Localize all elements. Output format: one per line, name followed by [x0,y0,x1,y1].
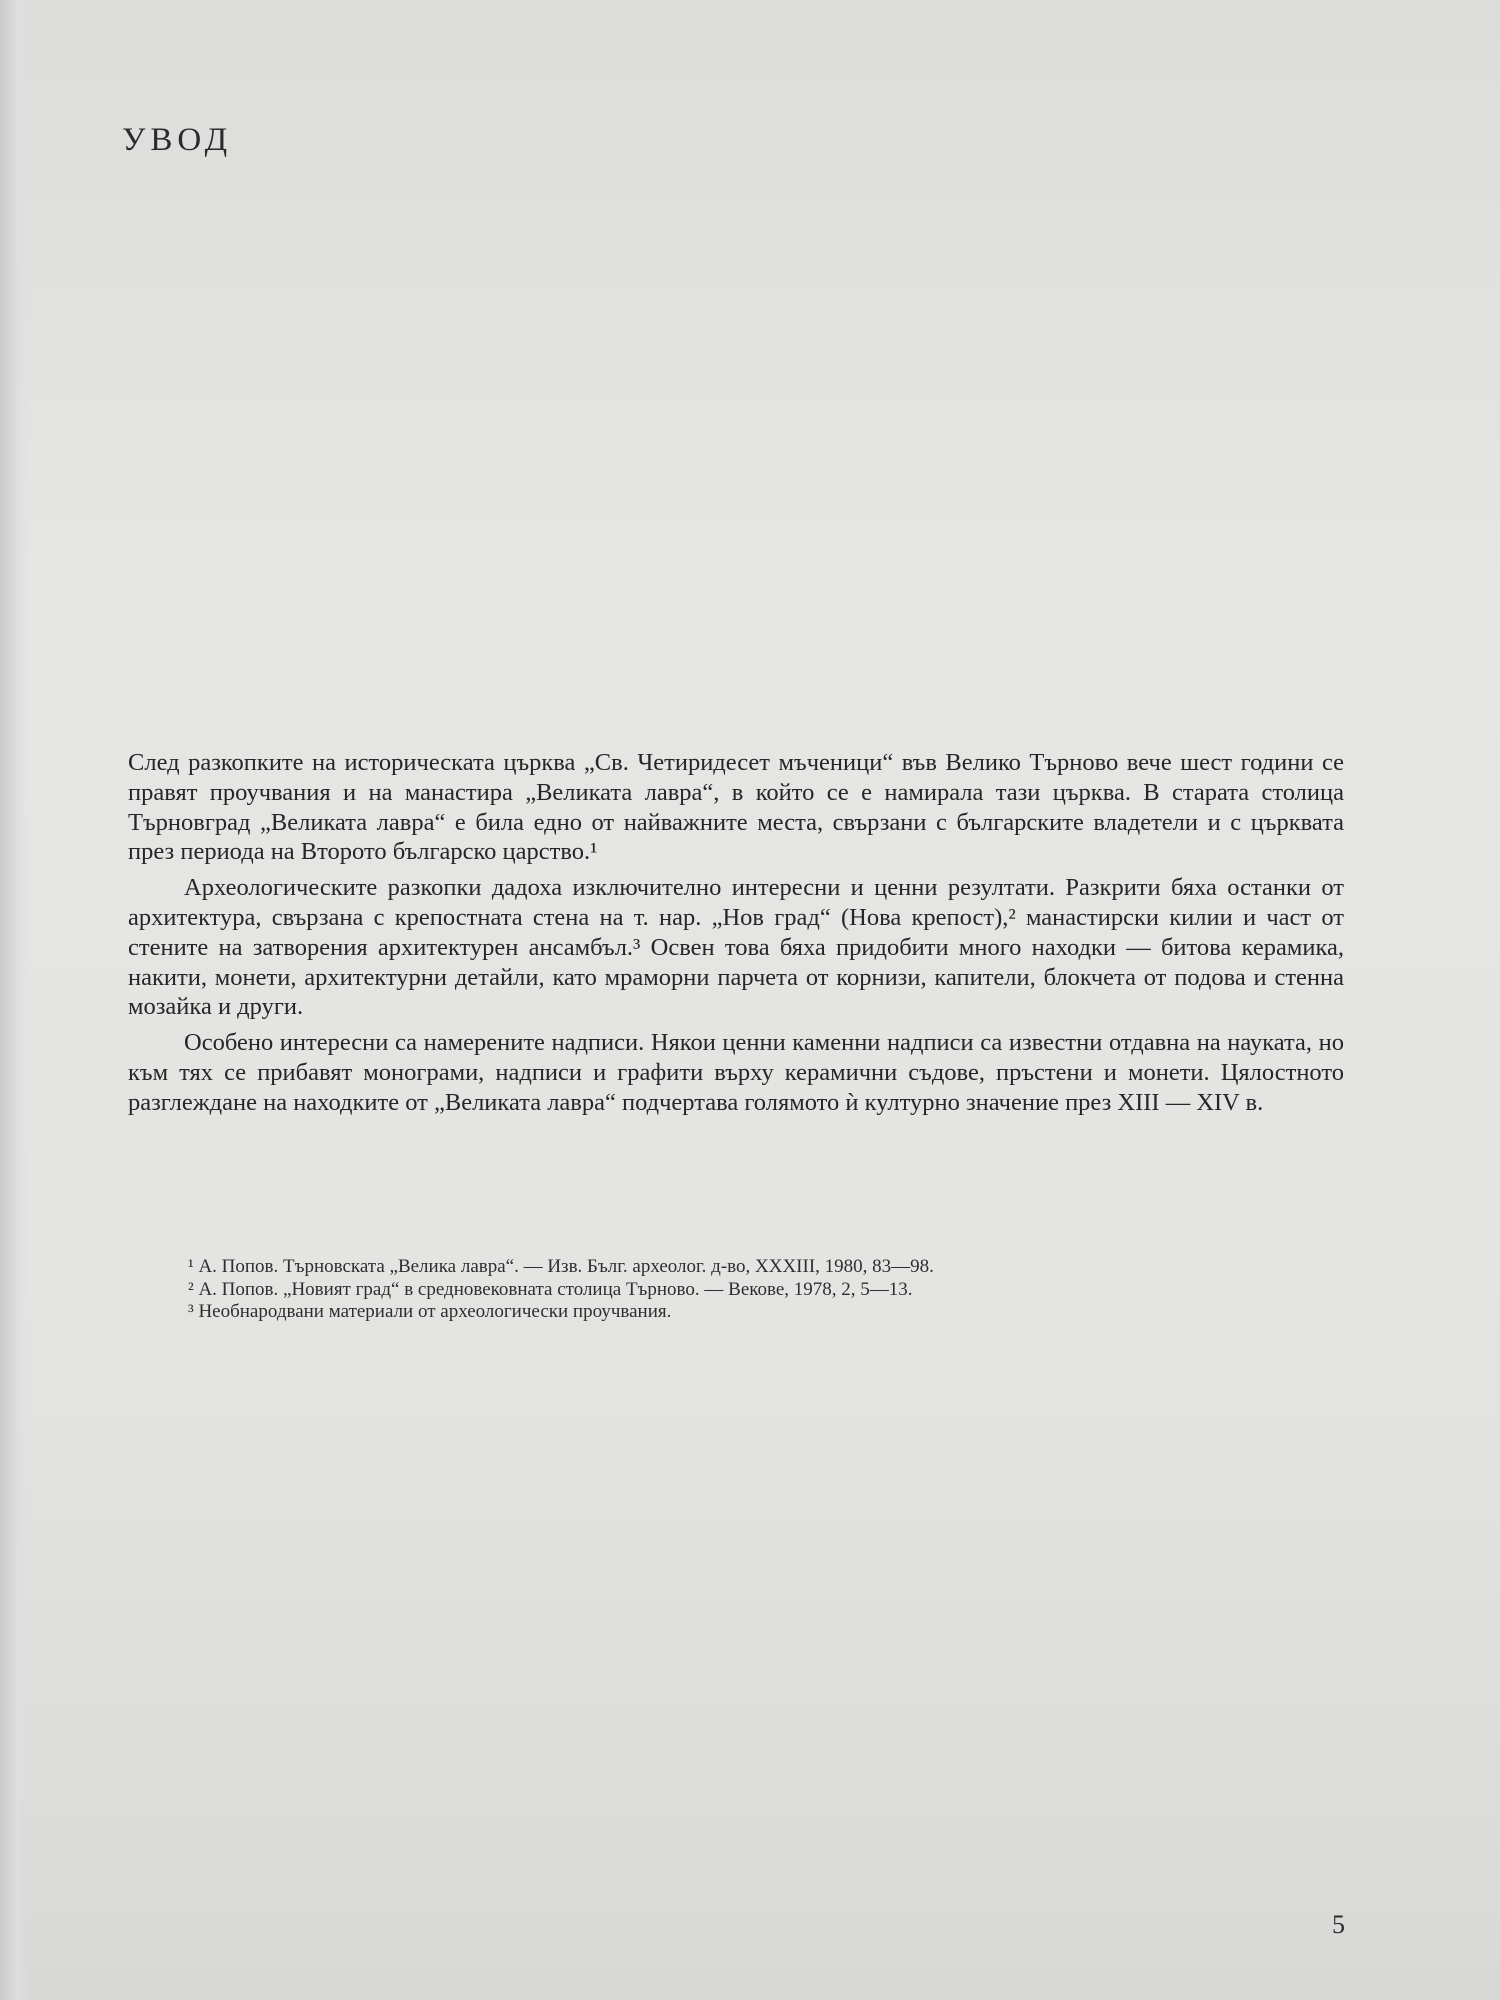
footnote-2: ² А. Попов. „Новият град“ в средновековната столица Търново. — Векове, 1978, 2, 5—13. [188,1278,913,1300]
paragraph-3: Особено интересни са намерените надписи. Някои ценни каменни надписи са известни отдавна на науката, но към тях се прибавят монограми, надписи и графити върху керамични съдове, пръстени и монети. Цялостното разглеждане на находките от „Великата лавра“ подчертава голямото ѝ културно значение през XIII — XIV в. [128,1029,1344,1116]
page-number: 5 [1332,1910,1345,1939]
footnote-1: ¹ А. Попов. Търновската „Велика лавра“. — Изв. Бълг. археолог. д-во, XXXIII, 1980, 83—98. [188,1256,934,1277]
chapter-heading: УВОД [122,122,233,158]
footnote-3: ³ Необнародвани материали от археологически проучвания. [188,1301,672,1322]
paragraph-2: Археологическите разкопки дадоха изключително интересни и ценни резултати. Разкрити бяха останки от архитектура, свързана с крепостната стена на т. нар. „Нов град“ (Нова крепост),² манастирски килии и част от стените на затворения архитектурен ансамбъл.³ Освен това бяха придобити много находки — битова керамика, накити, монети, архитектурни детайли, като мраморни парчета от корнизи, капители, блокчета от подова и стенна мозайка и други. [128,874,1344,1021]
footnotes [188,1256,1338,1324]
page-binding-shadow [0,0,28,2000]
paragraph-1: След разкопките на историческата църква „Св. Четиридесет мъченици“ във Велико Търново вече шест години се правят проучвания и на манастира „Великата лавра“, в който се е намирала тази църква. В старата столица Търновград „Великата лавра“ е била едно от найважните места, свързани с българските владетели и с църквата през периода на Второто българско царство.¹ [128,749,1344,866]
body-text [128,748,1344,1118]
